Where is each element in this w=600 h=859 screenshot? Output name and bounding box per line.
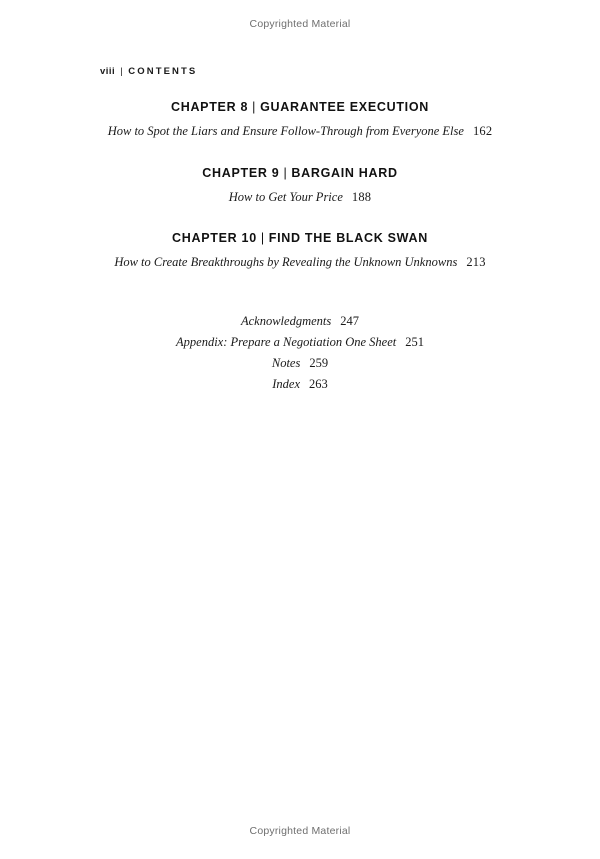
toc-back-matter-page: 263 <box>309 376 328 391</box>
toc-chapter-line <box>0 166 600 181</box>
toc-back-matter-label: Acknowledgments <box>240 313 332 328</box>
toc-entry <box>0 231 600 271</box>
table-of-contents <box>0 100 600 395</box>
running-head-separator: | <box>120 66 124 77</box>
toc-entry <box>0 166 600 206</box>
toc-back-matter-label: Index <box>272 376 300 391</box>
toc-chapter-title: BARGAIN HARD <box>291 165 398 180</box>
toc-page-number: 213 <box>466 255 486 270</box>
toc-page-number: 162 <box>472 124 493 138</box>
toc-chapter-number: CHAPTER 8 <box>171 100 249 114</box>
toc-chapter-title: GUARANTEE EXECUTION <box>260 100 429 114</box>
running-head-label: CONTENTS <box>128 66 198 77</box>
running-head <box>100 66 197 77</box>
toc-chapter-number: CHAPTER 9 <box>202 165 280 180</box>
toc-chapter-line <box>0 231 600 246</box>
toc-back-matter-page: 247 <box>340 313 359 328</box>
toc-page-number: 188 <box>351 189 372 204</box>
toc-subtitle-line <box>0 190 600 206</box>
toc-chapter-number: CHAPTER 10 <box>172 231 257 246</box>
toc-chapter-separator: | <box>252 100 257 114</box>
toc-chapter-title: FIND THE BLACK SWAN <box>268 231 428 246</box>
copyright-watermark-bottom: Copyrighted Material <box>249 825 351 837</box>
toc-back-matter-page: 259 <box>309 355 329 370</box>
toc-subtitle: How to Spot the Liars and Ensure Follow-Through from Everyone Else <box>107 124 464 138</box>
toc-back-matter-label: Appendix: Prepare a Negotiation One Sheet <box>176 334 397 349</box>
toc-entry <box>0 100 600 140</box>
toc-subtitle-line <box>0 124 600 140</box>
toc-chapter-line <box>0 100 600 115</box>
toc-subtitle: How to Get Your Price <box>228 189 343 204</box>
toc-chapter-separator: | <box>283 165 288 180</box>
toc-subtitle: How to Create Breakthroughs by Revealing the Unknown Unknowns <box>114 255 458 270</box>
toc-back-matter-row <box>0 353 600 374</box>
toc-subtitle-line <box>0 255 600 271</box>
toc-back-matter-row <box>0 332 600 353</box>
toc-back-matter-page: 251 <box>405 334 424 349</box>
toc-chapter-separator: | <box>260 231 265 246</box>
toc-back-matter-row <box>0 311 600 332</box>
toc-back-matter <box>0 311 600 395</box>
copyright-watermark-top: Copyrighted Material <box>249 18 351 30</box>
toc-back-matter-label: Notes <box>271 355 301 370</box>
toc-back-matter-row <box>0 374 600 395</box>
page-folio: viii <box>100 66 116 77</box>
